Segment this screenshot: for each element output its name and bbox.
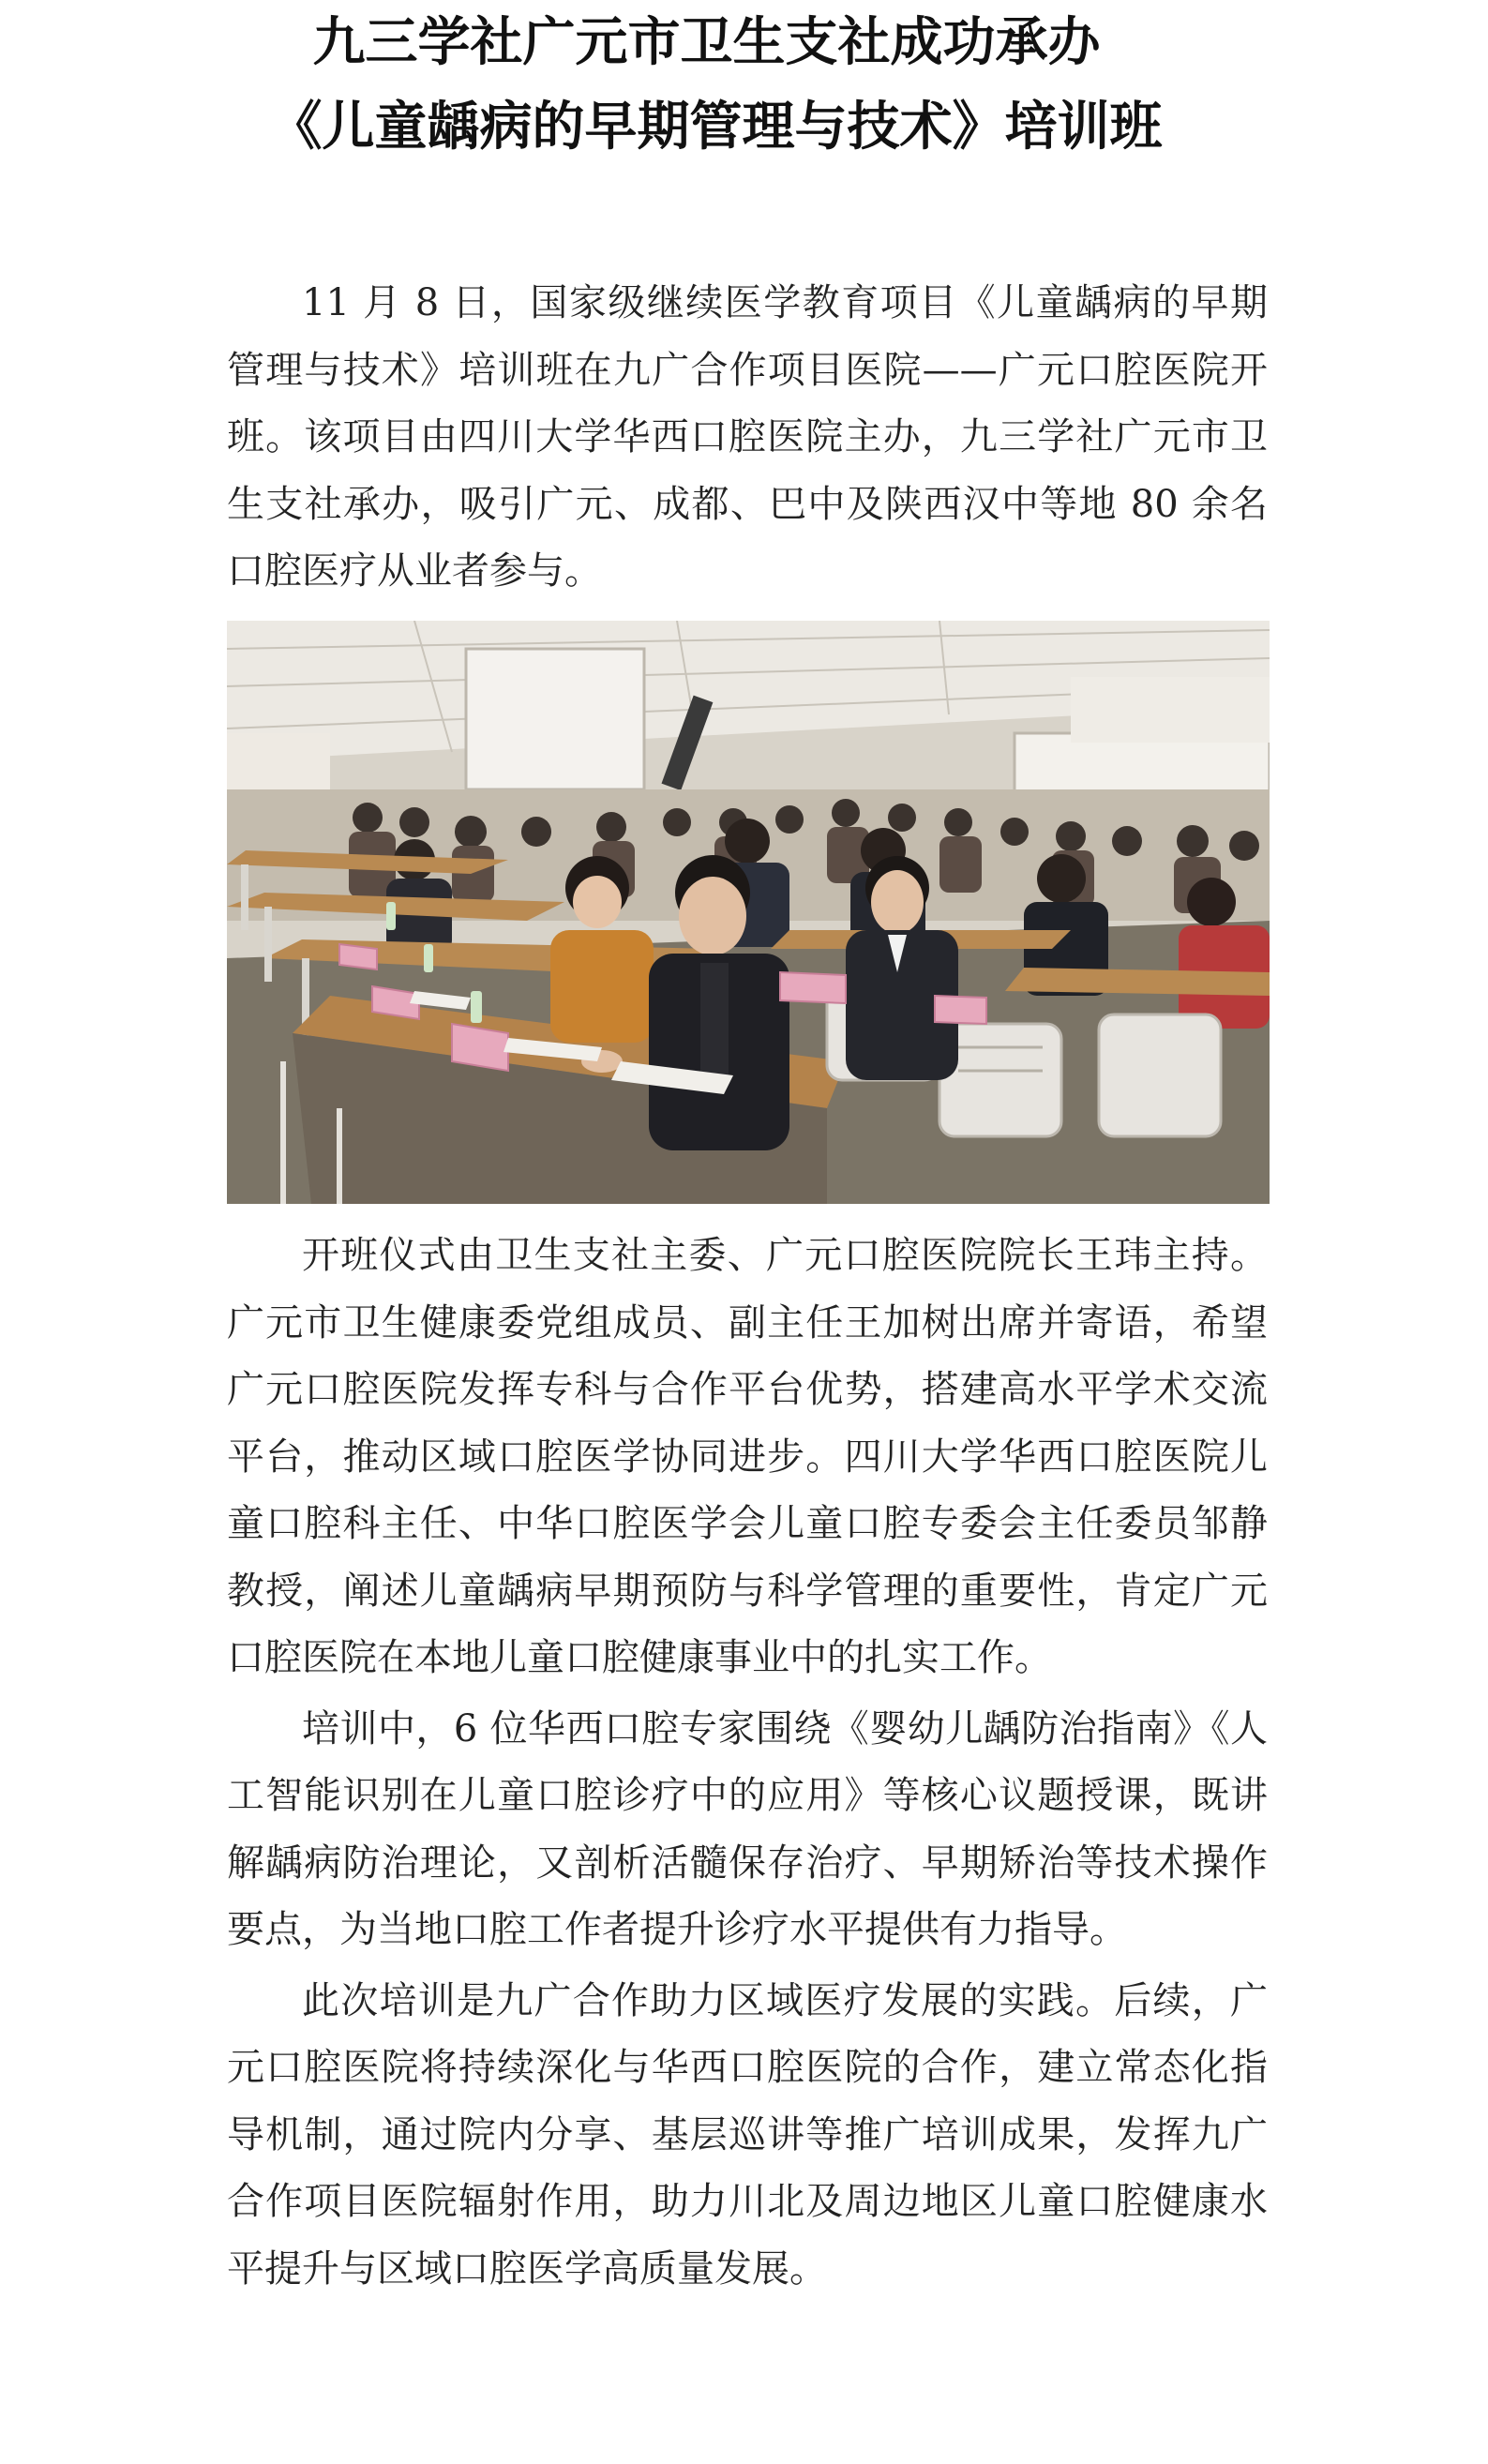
article-title-line-1: 九三学社广元市卫生支社成功承办 [312, 11, 1101, 73]
paragraph-opening: 11 月 8 日，国家级继续医学教育项目《儿童龋病的早期管理与技术》培训班在九广合作项目医院——广元口腔医院开班。该项目由四川大学华西口腔医院主办，九三学社广元市卫生支社承办，吸引广元、成都、巴中及陕西汉中等地 80 余名口腔医疗从业者参与。 [227, 281, 1268, 593]
paragraph-ceremony: 开班仪式由卫生支社主委、广元口腔医院院长王玮主持。广元市卫生健康委党组成员、副主任王加树出席并寄语，希望广元口腔医院发挥专科与合作平台优势，搭建高水平学术交流平台，推动区域口腔医学协同进步。四川大学华西口腔医院儿童口腔科主任、中华口腔医学会儿童口腔专委会主任委员邹静教授，阐述儿童龋病早期预防与科学管理的重要性，肯定广元口腔医院在本地儿童口腔健康事业中的扎实工作。 [227, 1234, 1268, 1679]
training-session-photo [227, 621, 1270, 1204]
article-title-line-2: 《儿童龋病的早期管理与技术》培训班 [269, 96, 1163, 158]
paragraph-outlook: 此次培训是九广合作助力区域医疗发展的实践。后续，广元口腔医院将持续深化与华西口腔医院的合作，建立常态化指导机制，通过院内分享、基层巡讲等推广培训成果，发挥九广合作项目医院辐射作用，助力川北及周边地区儿童口腔健康水平提升与区域口腔医学高质量发展。 [227, 1978, 1268, 2291]
paragraph-training: 培训中，6 位华西口腔专家围绕《婴幼儿龋防治指南》《人工智能识别在儿童口腔诊疗中的应用》等核心议题授课，既讲解龋病防治理论，又剖析活髓保存治疗、早期矫治等技术操作要点，为当地口腔工作者提升诊疗水平提供有力指导。 [227, 1706, 1268, 1951]
article-body-bottom [227, 1223, 1268, 2303]
article-body-top [227, 270, 1268, 606]
